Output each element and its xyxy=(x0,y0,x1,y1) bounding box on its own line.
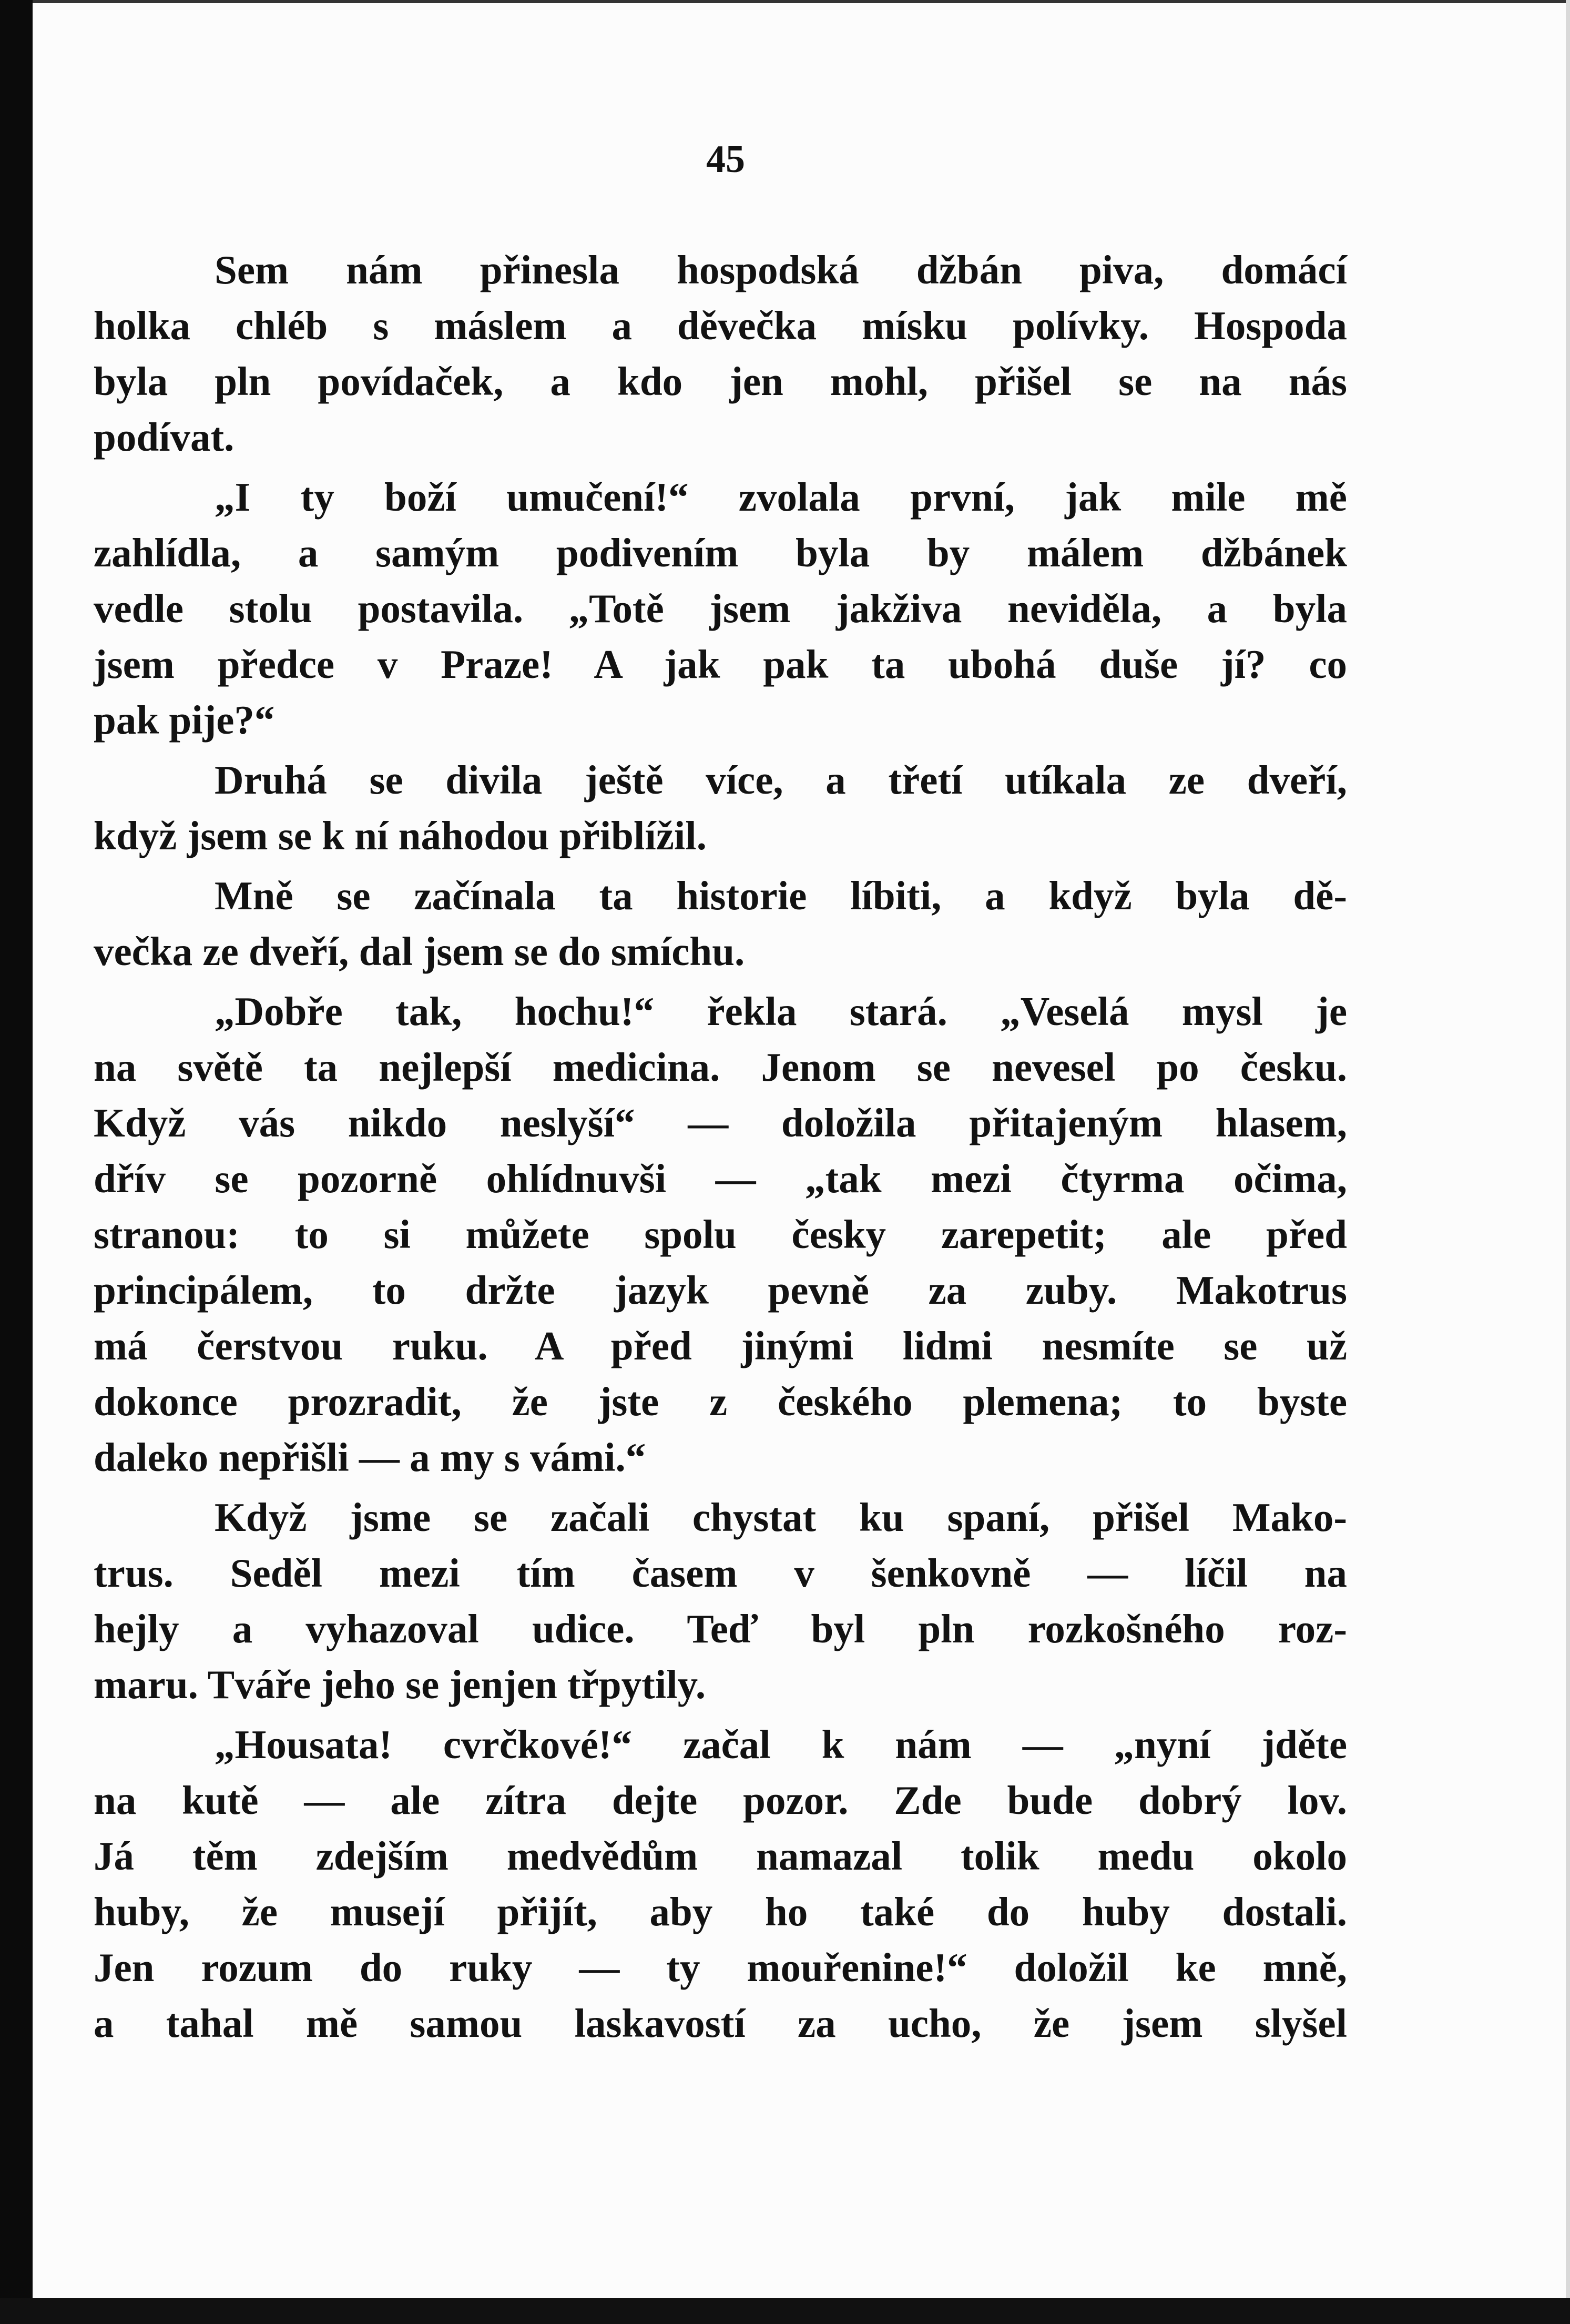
text-line: pak pije?“ xyxy=(94,697,275,743)
text-line: principálem, to držte jazyk pevně za zuby. Makotrus xyxy=(94,1267,1347,1313)
text-line: stranou: to si můžete spolu česky zarepetit; ale před xyxy=(94,1212,1347,1257)
body-text xyxy=(94,242,1347,2051)
text-line: a tahal mě samou laskavostí za ucho, že jsem slyšel xyxy=(94,2001,1347,2046)
scan-bottom-edge xyxy=(0,2298,1570,2324)
text-line: Když vás nikdo neslyší“ — doložila přitajeným hlasem, xyxy=(94,1100,1347,1145)
scan-left-edge xyxy=(0,0,33,2324)
text-line: na světě ta nejlepší medicina. Jenom se nevesel po česku. xyxy=(94,1044,1347,1090)
text-line: jsem předce v Praze! A jak pak ta ubohá duše jí? co xyxy=(94,642,1347,687)
text-line: Když jsme se začali chystat ku spaní, přišel Mako- xyxy=(215,1495,1347,1540)
text-line: hejly a vyhazoval udice. Teď byl pln rozkošného roz- xyxy=(94,1606,1347,1651)
text-line: holka chléb s máslem a děvečka mísku polívky. Hospoda xyxy=(94,303,1347,348)
text-line: podívat. xyxy=(94,414,235,460)
text-line: trus. Seděl mezi tím časem v šenkovně — líčil na xyxy=(94,1550,1347,1596)
text-line: „Housata! cvrčkové!“ začal k nám — „nyní jděte xyxy=(215,1722,1347,1767)
text-line: Jen rozum do ruky — ty mouřenine!“ doložil ke mně, xyxy=(94,1945,1347,1990)
text-line: Sem nám přinesla hospodská džbán piva, domácí xyxy=(215,247,1347,292)
text-line: když jsem se k ní náhodou přiblížil. xyxy=(94,813,707,858)
scan-top-edge xyxy=(0,0,1570,3)
page-number: 45 xyxy=(706,138,745,181)
text-line: dřív se pozorně ohlídnuvši — „tak mezi čtyrma očima, xyxy=(94,1156,1347,1201)
text-line: Já těm zdejším medvědům namazal tolik medu okolo xyxy=(94,1833,1347,1879)
text-line: vedle stolu postavila. „Totě jsem jakživa neviděla, a byla xyxy=(94,586,1347,631)
scan-right-edge xyxy=(1566,0,1570,2324)
text-line: dokonce prozradit, že jste z českého plemena; to byste xyxy=(94,1379,1347,1424)
text-line: Druhá se divila ještě více, a třetí utíkala ze dveří, xyxy=(215,757,1347,803)
text-line: huby, že musejí přijít, aby ho také do huby dostali. xyxy=(94,1889,1347,1934)
text-line: „Dobře tak, hochu!“ řekla stará. „Veselá mysl je xyxy=(215,989,1347,1034)
text-line: daleko nepřišli — a my s vámi.“ xyxy=(94,1435,646,1480)
text-line: byla pln povídaček, a kdo jen mohl, přišel se na nás xyxy=(94,359,1347,404)
text-line: Mně se začínala ta historie líbiti, a když byla dě- xyxy=(215,873,1347,918)
text-line: má čerstvou ruku. A před jinými lidmi nesmíte se už xyxy=(94,1323,1347,1368)
text-line: „I ty boží umučení!“ zvolala první, jak mile mě xyxy=(215,474,1347,520)
text-line: zahlídla, a samým podivením byla by málem džbánek xyxy=(94,530,1347,575)
text-line: na kutě — ale zítra dejte pozor. Zde bude dobrý lov. xyxy=(94,1778,1347,1823)
text-line: maru. Tváře jeho se jenjen třpytily. xyxy=(94,1662,706,1707)
text-line: večka ze dveří, dal jsem se do smíchu. xyxy=(94,929,745,974)
